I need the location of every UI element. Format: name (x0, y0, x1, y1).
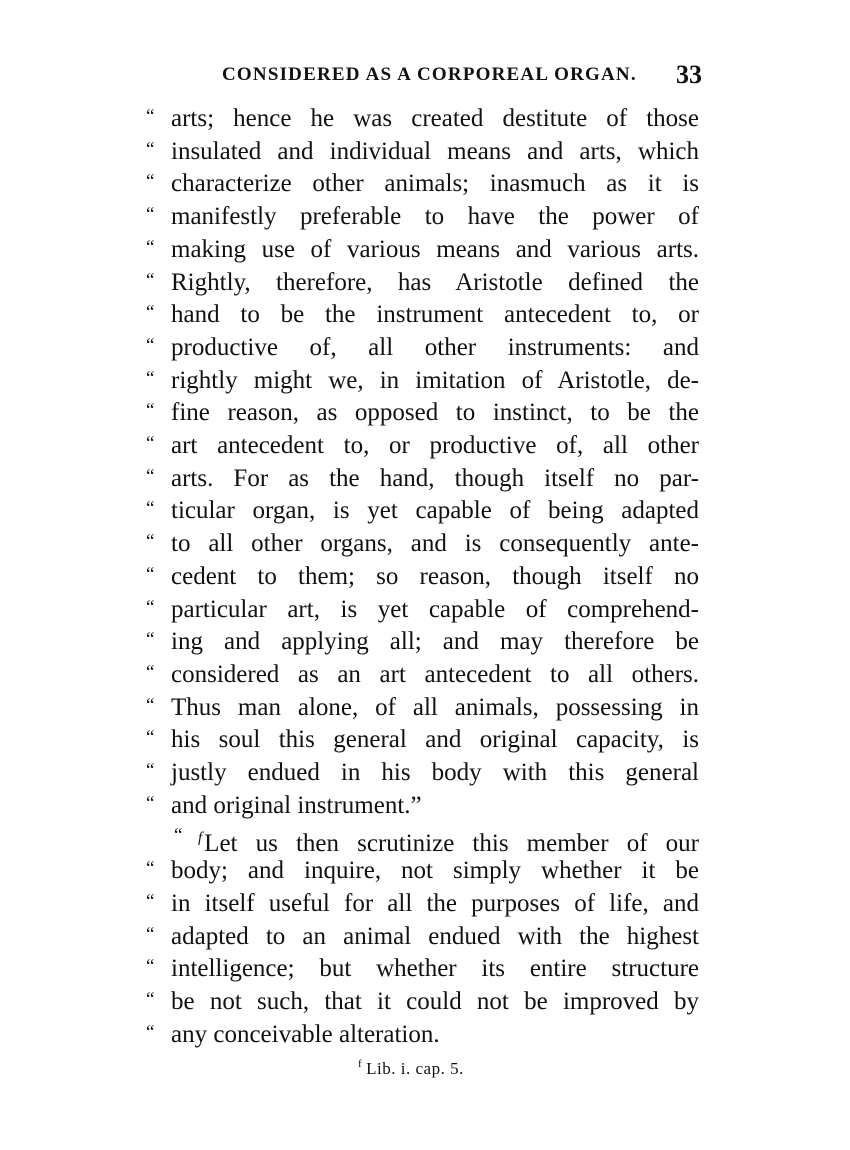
quotation-mark: “ (146, 890, 155, 912)
quotation-mark: “ (146, 236, 155, 258)
text-line (0, 168, 850, 201)
line-text: considered as an art antecedent to all others. (171, 660, 699, 688)
text-line (0, 757, 850, 790)
line-text: arts. For as the hand, though itself no par- (171, 464, 699, 492)
quotation-mark: “ (146, 792, 155, 814)
line-text: and original instrument.” (171, 791, 422, 819)
line-text: be not such, that it could not be improved by (171, 987, 699, 1015)
text-line (0, 888, 850, 921)
text-line (0, 626, 850, 659)
text-line (0, 234, 850, 267)
line-text: rightly might we, in imitation of Aristotle, de- (171, 366, 699, 394)
quotation-mark: “ (146, 923, 155, 945)
line-text: in itself useful for all the purposes of life, and (171, 889, 699, 917)
line-text: adapted to an animal endued with the highest (171, 922, 699, 950)
quotation-mark: “ (146, 531, 155, 553)
quotation-mark: “ (174, 825, 183, 847)
text-line (0, 724, 850, 757)
quotation-mark: “ (146, 400, 155, 422)
text-line (0, 822, 850, 858)
text-line (0, 790, 850, 823)
quotation-mark: “ (146, 302, 155, 324)
line-text: art antecedent to, or productive of, all other (171, 432, 699, 459)
quotation-mark: “ (146, 171, 155, 193)
quotation-mark: “ (146, 106, 155, 127)
text-line (0, 430, 850, 463)
quotation-mark: “ (146, 1021, 155, 1043)
line-text: to all other organs, and is consequently ante- (171, 530, 699, 558)
footnote (358, 1058, 464, 1079)
quotation-mark: “ (146, 727, 155, 749)
quotation-mark: “ (146, 269, 155, 291)
text-line (0, 103, 850, 136)
quotation-mark: “ (146, 465, 155, 487)
footnote-reference: f (198, 830, 203, 847)
text-line (0, 463, 850, 496)
quotation-mark: “ (146, 596, 155, 618)
line-text: intelligence; but whether its entire structure (171, 955, 699, 983)
text-line (0, 299, 850, 332)
quotation-mark: “ (146, 988, 155, 1010)
line-text: body; and inquire, not simply whether it be (171, 857, 699, 885)
line-text: insulated and individual means and arts, which (171, 137, 699, 165)
line-text: Rightly, therefore, has Aristotle defined the (171, 268, 699, 296)
text-line (0, 659, 850, 692)
line-text: characterize other animals; inasmuch as it is (171, 170, 699, 198)
line-text: ing and applying all; and may therefore be (171, 628, 699, 656)
line-text: Thus man alone, of all animals, possessing in (171, 693, 699, 721)
text-line (0, 594, 850, 627)
quotation-mark: “ (146, 858, 155, 880)
quotation-mark: “ (146, 334, 155, 356)
line-text: hand to be the instrument antecedent to, or (171, 301, 699, 329)
line-text: arts; hence he was created destitute of those (171, 105, 699, 132)
running-head (222, 62, 702, 92)
page-number: 33 (676, 60, 702, 89)
text-line (0, 986, 850, 1019)
quotation-mark: “ (146, 204, 155, 226)
quotation-mark: “ (146, 563, 155, 585)
quotation-mark: “ (146, 138, 155, 160)
quotation-mark: “ (146, 498, 155, 520)
line-text: his soul this general and original capacity, is (171, 726, 699, 754)
text-line (0, 397, 850, 430)
line-text: Let us then scrutinize this member of our (204, 830, 699, 858)
text-line (0, 692, 850, 725)
text-line (0, 495, 850, 528)
text-line (0, 921, 850, 954)
footnote-mark: f (358, 1058, 363, 1070)
text-line (0, 332, 850, 365)
line-text: productive of, all other instruments: and (171, 333, 699, 361)
quotation-mark: “ (146, 760, 155, 781)
line-text: any conceivable alteration. (171, 1020, 440, 1048)
line-text: fine reason, as opposed to instinct, to be the (171, 399, 699, 427)
line-text: particular art, is yet capable of comprehend- (171, 595, 699, 623)
text-line (0, 136, 850, 169)
text-line (0, 365, 850, 398)
quotation-mark: “ (146, 367, 155, 389)
line-text: manifestly preferable to have the power of (171, 203, 699, 231)
quotation-mark: “ (146, 433, 155, 454)
line-text: cedent to them; so reason, though itself no (171, 562, 699, 590)
quotation-mark: “ (146, 956, 155, 978)
text-line (0, 267, 850, 300)
footnote-text: Lib. i. cap. 5. (366, 1059, 464, 1078)
running-title: CONSIDERED AS A CORPOREAL ORGAN. (222, 64, 637, 85)
line-text: ticular organ, is yet capable of being adapted (171, 497, 699, 525)
text-line (0, 201, 850, 234)
text-line (0, 855, 850, 888)
text-line (0, 561, 850, 594)
quotation-mark: “ (146, 629, 155, 651)
text-line (0, 953, 850, 986)
line-text: justly endued in his body with this general (171, 759, 699, 786)
text-line (0, 1019, 850, 1052)
text-line (0, 528, 850, 561)
line-text: making use of various means and various arts. (171, 235, 699, 263)
quotation-mark: “ (146, 661, 155, 683)
quotation-mark: “ (146, 694, 155, 716)
